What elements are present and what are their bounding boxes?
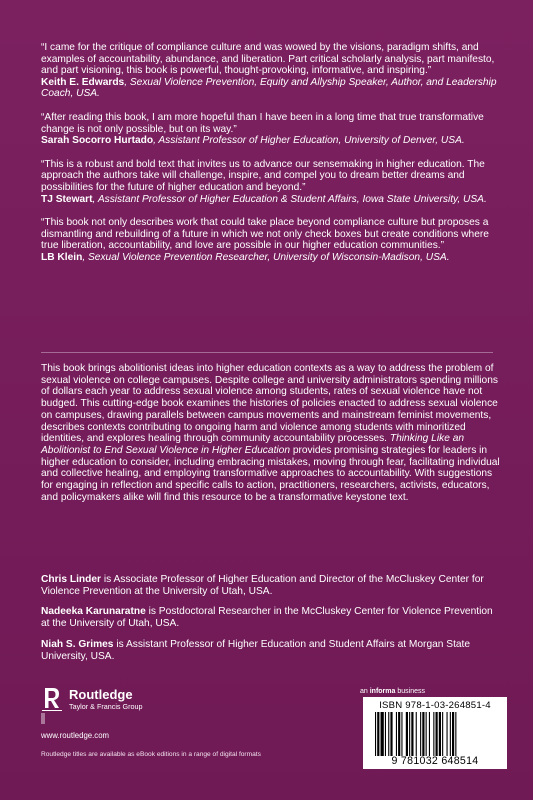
author-bio-text: is Assistant Professor of Higher Education and Student Affairs at Morgan State University, USA. — [41, 638, 471, 662]
endorsement-attribution — [41, 252, 501, 264]
routledge-r-logo-icon — [41, 686, 63, 726]
endorsement-attribution — [41, 194, 501, 206]
endorsement — [41, 217, 501, 263]
publisher-logo — [41, 686, 301, 726]
publisher-wordmark — [69, 688, 143, 711]
author-bio — [41, 639, 501, 662]
endorser-name: Keith E. Edwards — [41, 76, 125, 88]
endorsement-attribution — [41, 135, 501, 147]
publisher-group: Taylor & Francis Group — [69, 702, 143, 711]
endorsement-quote: “This book not only describes work that could take place beyond compliance culture but proposes a dismantling and rebuilding of a future in which we not only check boxes but create conditions where true liberation, accountability, and love are possible in our higher education communities.” — [41, 217, 489, 252]
endorsement — [41, 42, 501, 100]
author-name: Nadeeka Karunaratne — [41, 606, 146, 618]
endorsement-quote: “After reading this book, I am more hopeful than I have been in a long time that true transformative change is not only possible, but on its way.” — [41, 111, 484, 135]
endorsement-quote: “I came for the critique of compliance culture and was wowed by the visions, paradigm shifts, and examples of accountability, abundance, and liberation. Part critical scholarly analysis, part manifesto, and part visioning, this book is powerful, thought-provoking, informative, and inspiring.” — [41, 42, 495, 77]
author-bio-text: is Associate Professor of Higher Education and Director of the McCluskey Center for Violence Prevention at the University of Utah, USA. — [41, 574, 484, 597]
endorser-role: , Sexual Violence Prevention, Equity and Allyship Speaker, Author, and Leadership Coach, USA. — [41, 76, 497, 100]
endorser-name: Sarah Socorro Hurtado — [41, 135, 154, 147]
author-name: Chris Linder — [41, 574, 102, 585]
informa-tagline — [360, 688, 425, 695]
endorsement-attribution — [41, 77, 501, 100]
publisher-block — [41, 686, 301, 758]
author-name: Niah S. Grimes — [41, 638, 114, 650]
endorsement — [41, 159, 501, 205]
endorsement — [41, 112, 501, 147]
book-description — [41, 363, 501, 503]
endorsements — [41, 42, 501, 276]
publisher-website[interactable]: www.routledge.com — [41, 731, 110, 740]
endorser-role: , Assistant Professor of Higher Education & Student Affairs, Iowa State University, USA. — [92, 193, 487, 205]
barcode-bars — [375, 712, 495, 756]
isbn-label: ISBN 978-1-03-264851-4 — [379, 700, 491, 711]
informa-suffix: business — [395, 688, 425, 695]
book-title-italic: Thinking Like an Abolitionist to End Sexual Violence in Higher Education — [41, 433, 465, 456]
section-divider — [41, 352, 493, 353]
author-bio — [41, 574, 501, 597]
endorser-role: , Assistant Professor of Higher Education, University of Denver, USA. — [153, 135, 465, 147]
publisher-name: Routledge — [69, 687, 133, 702]
ebook-availability-note: Routledge titles are available as eBook editions in a range of digital formats — [41, 751, 261, 758]
endorser-name: LB Klein — [41, 251, 83, 263]
description-text: This book brings abolitionist ideas into higher education contexts as a way to address the problem of sexual violence on college campuses. Despite college and university administrators spending millions of dollars each year to address sexual violence among students, rates of sexual violence have not budged. This cutting-edge book examines the histories of policies enacted to address sexual violence on campuses, drawing parallels between campus movements and mainstream feminist movements, describes contexts contributing to ongoing harm and violence among students with minoritized identities, and explores healing through community accountability processes. — [41, 363, 498, 445]
author-bios — [41, 574, 501, 671]
isbn-barcode — [363, 697, 507, 769]
endorsement-quote: “This is a robust and bold text that invites us to advance our sensemaking in higher education. The approach the authors take will challenge, inspire, and compel you to dream better dreams and possibilities for the future of higher education and beyond.” — [41, 158, 485, 193]
informa-prefix: an — [360, 688, 370, 695]
endorser-role: , Sexual Violence Prevention Researcher, University of Wisconsin-Madison, USA. — [82, 251, 450, 263]
endorser-name: TJ Stewart — [41, 193, 93, 205]
informa-brand: informa — [369, 688, 396, 695]
barcode-digits: 9 781032 648514 — [391, 755, 479, 767]
description-text: provides promising strategies for leaders in higher education to consider, including embracing mistakes, moving through fear, facilitating individual and collective healing, and employing transformative approaches to accountability. With suggestions for engaging in reflection and specific calls to action, practitioners, researchers, activists, educators, and policymakers alike will find this resource to be a transformative keystone text. — [41, 444, 500, 503]
author-bio-text: is Postdoctoral Researcher in the McCluskey Center for Violence Prevention at the University of Utah, USA. — [41, 606, 493, 630]
author-bio — [41, 606, 501, 629]
